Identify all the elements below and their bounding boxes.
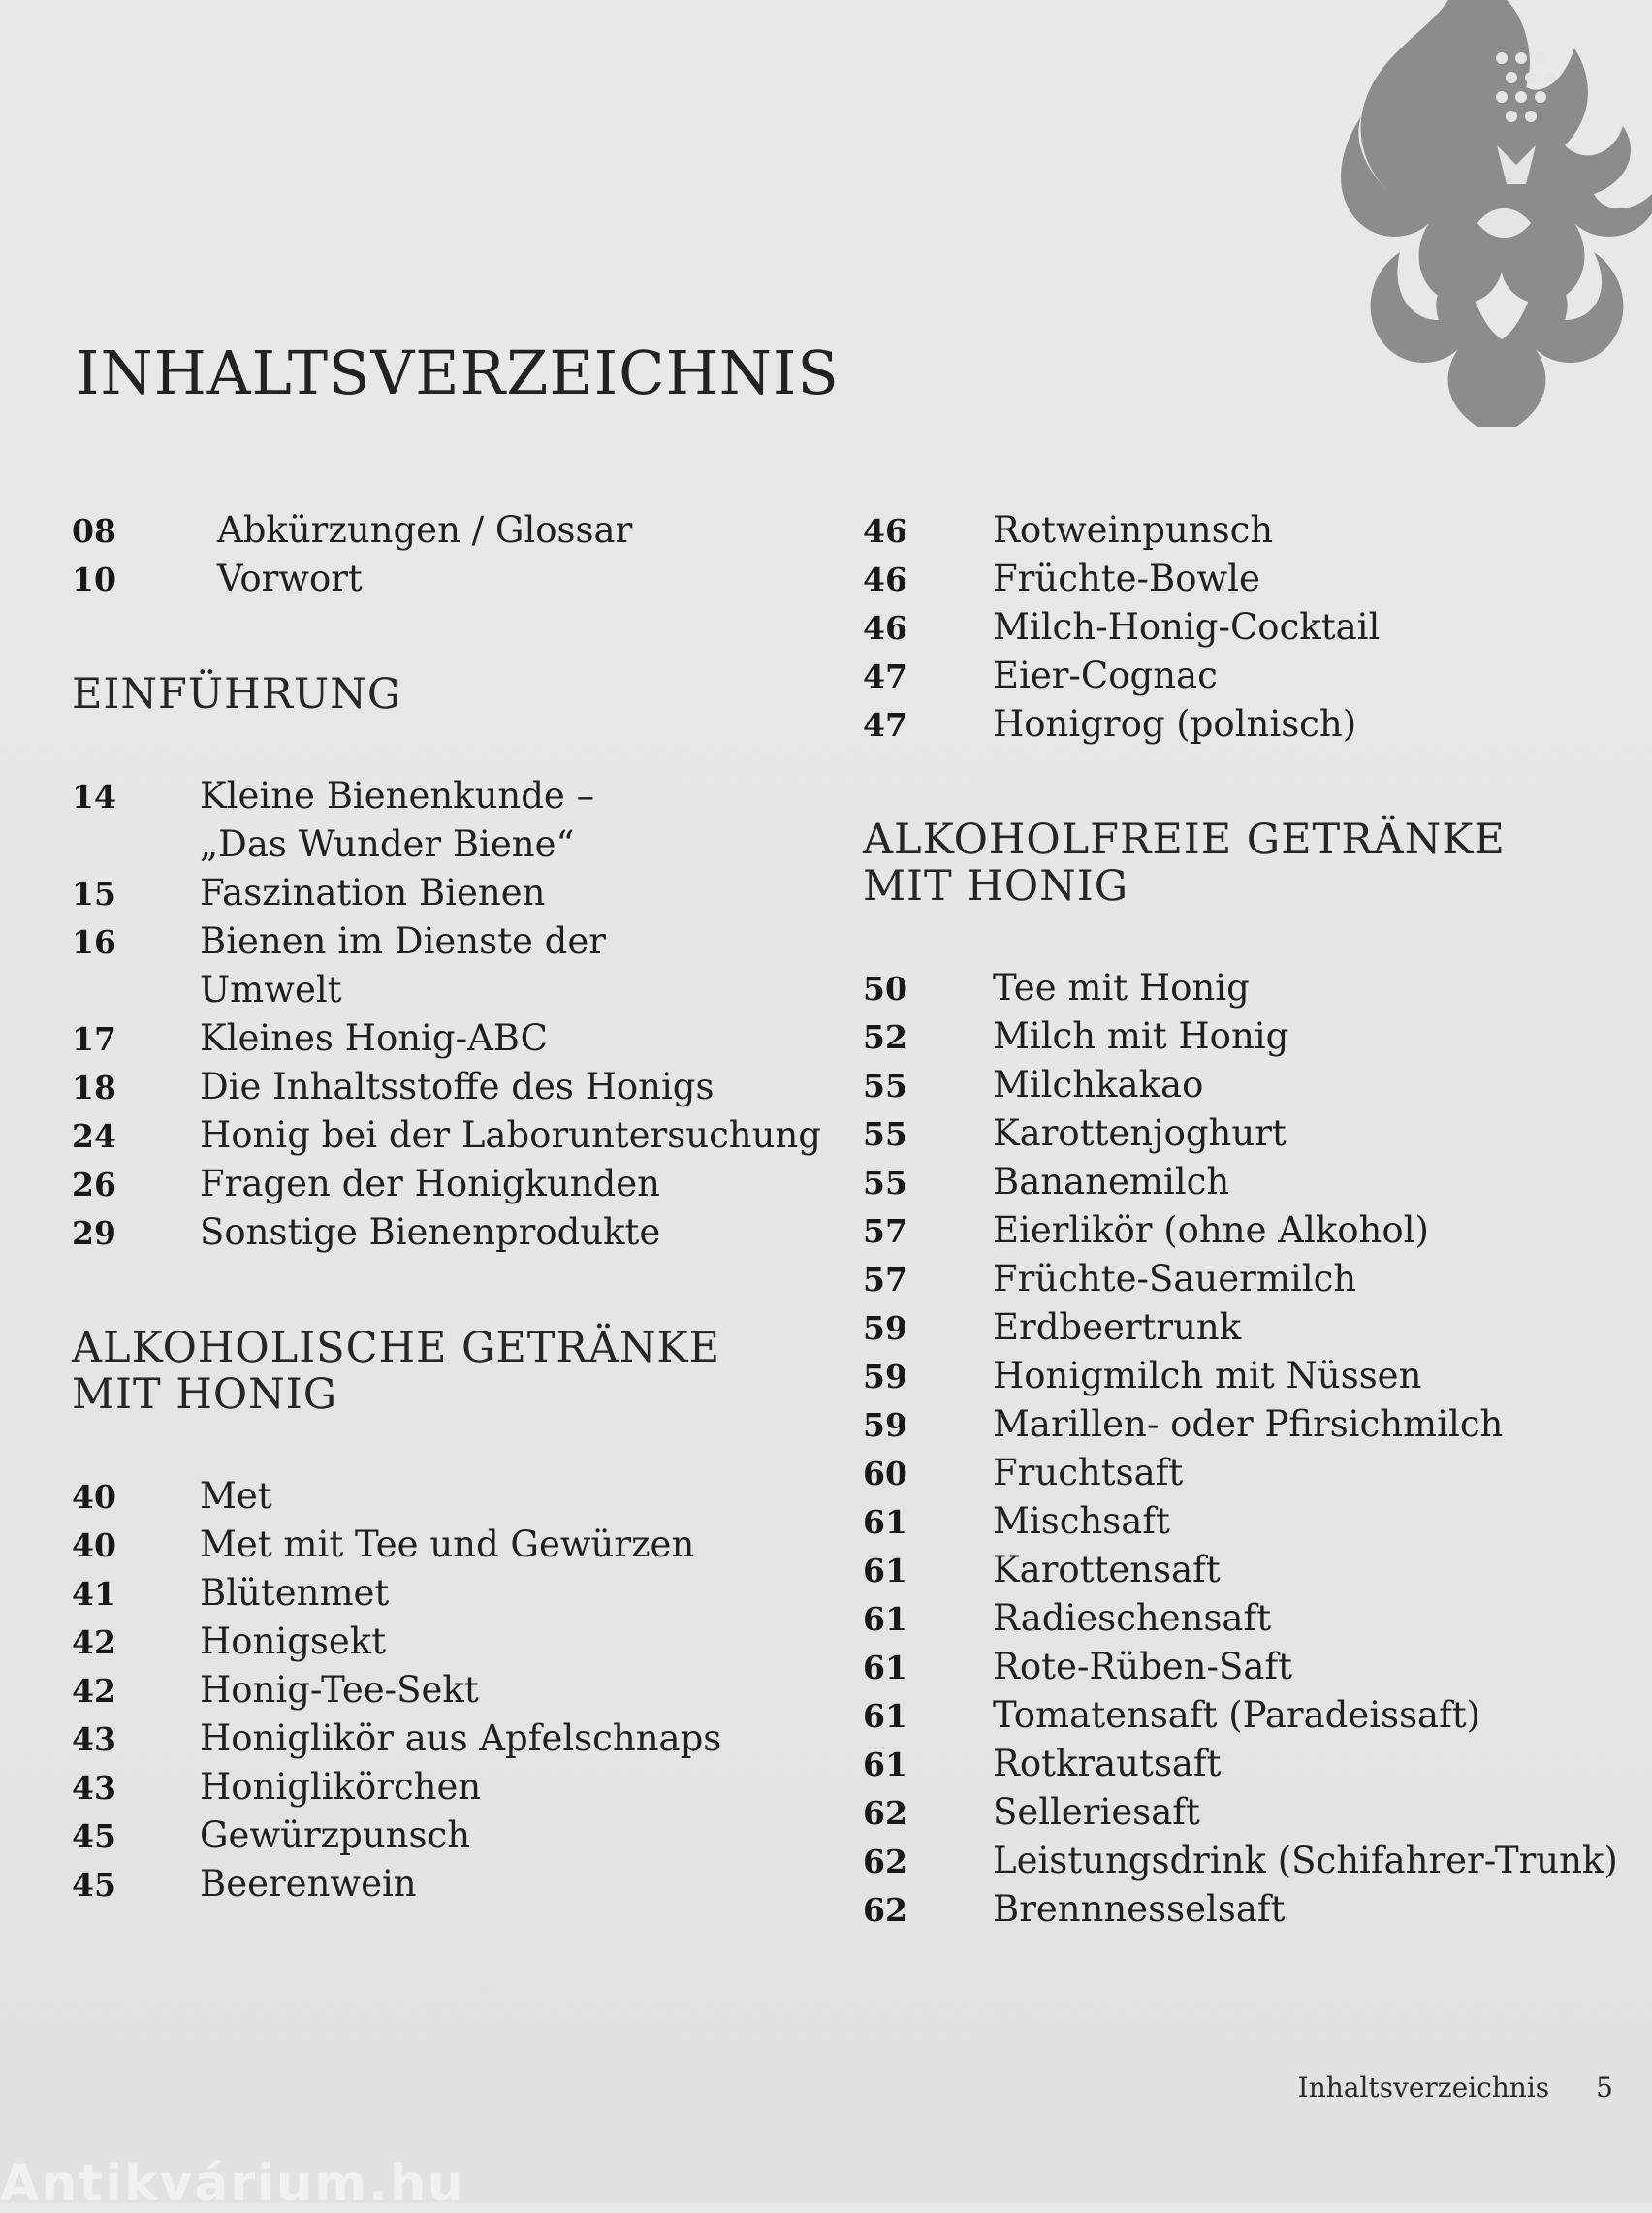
toc-entry-title: Bananemilch: [993, 1161, 1230, 1203]
toc-entry-title: Karottenjoghurt: [993, 1112, 1287, 1154]
toc-entry: [863, 1400, 1638, 1449]
toc-page-number: 14: [72, 778, 116, 816]
toc-entry: [863, 1352, 1638, 1400]
section-heading-line: ALKOHOLFREIE GETRÄNKE: [863, 816, 1506, 864]
toc-entry: [863, 652, 1638, 700]
toc-page-number: 43: [72, 1769, 116, 1807]
toc-entry-title: Kleines Honig-ABC: [200, 1017, 548, 1059]
toc-page-number: 55: [863, 1164, 907, 1202]
toc-page-number: 62: [863, 1843, 907, 1880]
toc-entry: [863, 1546, 1638, 1594]
section-heading-alkoholfrei: [863, 817, 1638, 910]
section-alkoholisch-list: [72, 1472, 809, 1908]
toc-entry-title: Früchte-Sauermilch: [993, 1258, 1357, 1299]
toc-entry: [863, 555, 1638, 603]
toc-entry: [72, 1715, 809, 1763]
toc-entry-title: Honigrog (polnisch): [993, 703, 1357, 745]
toc-entry-title: Met: [200, 1475, 272, 1517]
section-einfuehrung-list: [72, 772, 821, 1257]
toc-entry: [863, 700, 1638, 749]
toc-entry: [863, 1594, 1638, 1643]
toc-page-number: 15: [72, 875, 116, 913]
toc-entry-title: Umwelt: [200, 969, 342, 1010]
toc-entry-title: Brennnesselsaft: [993, 1888, 1286, 1930]
toc-entry: [863, 1497, 1638, 1546]
toc-entry-title: Marillen- oder Pfirsichmilch: [993, 1403, 1504, 1445]
toc-page-number: 08: [72, 512, 116, 550]
toc-page-number: 59: [863, 1358, 907, 1395]
toc-right-column: [863, 506, 1638, 1934]
toc-entry-title: „Das Wunder Biene“: [200, 823, 575, 865]
toc-entry: [72, 1111, 821, 1160]
toc-entry: [863, 1788, 1638, 1837]
toc-page-number: 55: [863, 1067, 907, 1105]
toc-page-number: 29: [72, 1214, 116, 1252]
toc-entry: [863, 1837, 1638, 1885]
toc-entry-title: Früchte-Bowle: [993, 558, 1260, 599]
toc-entry: [72, 772, 809, 820]
toc-entry: [863, 506, 1638, 555]
toc-entry-title: Fragen der Honigkunden: [200, 1163, 661, 1204]
toc-entry-title: Milch mit Honig: [993, 1015, 1289, 1057]
toc-entry: [863, 1449, 1638, 1497]
section-alkoholfrei-list: [863, 964, 1638, 1934]
toc-entry-title: Met mit Tee und Gewürzen: [200, 1523, 695, 1565]
toc-entry: [72, 1860, 809, 1908]
toc-entry-title: Eierlikör (ohne Alkohol): [993, 1209, 1429, 1251]
toc-entry-title: Tee mit Honig: [993, 967, 1250, 1009]
toc-page-number: 16: [72, 923, 116, 961]
page-footer: [1298, 2071, 1613, 2103]
toc-entry: [72, 869, 809, 917]
toc-entry: [863, 603, 1638, 652]
toc-entry-title: Bienen im Dienste der: [200, 920, 606, 962]
toc-entry: [72, 1063, 809, 1111]
toc-page-number: 40: [72, 1526, 116, 1564]
page-title: INHALTSVERZEICHNIS: [76, 337, 840, 408]
toc-page-number: 61: [863, 1552, 907, 1589]
toc-entry: [72, 1812, 809, 1860]
toc-entry: [863, 1885, 1638, 1934]
toc-entry: [863, 1109, 1638, 1158]
section-heading-line: MIT HONIG: [72, 1370, 338, 1419]
toc-page-number: 26: [72, 1166, 116, 1203]
toc-entry: [72, 1666, 809, 1715]
toc-entry: [863, 1206, 1638, 1255]
section-heading-einfuehrung: EINFÜHRUNG: [72, 670, 402, 719]
toc-entry-title: Selleriesaft: [993, 1791, 1200, 1833]
toc-page-number: 47: [863, 706, 907, 744]
toc-entry-title: Fruchtsaft: [993, 1452, 1184, 1493]
running-title: Inhaltsverzeichnis: [1297, 2071, 1550, 2103]
toc-entry-title: Honigmilch mit Nüssen: [993, 1355, 1422, 1396]
toc-entry-title: Tomatensaft (Paradeissaft): [993, 1694, 1481, 1736]
toc-entry-title: Eier-Cognac: [993, 655, 1218, 696]
toc-entry: [72, 506, 809, 555]
toc-page-number: 10: [72, 561, 116, 598]
toc-entry: [863, 1255, 1638, 1303]
toc-page-number: 59: [863, 1406, 907, 1444]
toc-entry-title: Gewürzpunsch: [200, 1814, 471, 1856]
damask-ornament: [1332, 0, 1652, 427]
toc-page-number: 62: [863, 1891, 907, 1929]
toc-page-number: 46: [863, 561, 907, 598]
toc-entry: [72, 1521, 809, 1569]
toc-page-number: 57: [863, 1261, 907, 1299]
toc-page-number: 18: [72, 1069, 116, 1106]
watermark: Antikvárium.hu: [0, 2155, 465, 2213]
toc-entry-title: Milchkakao: [993, 1064, 1204, 1106]
toc-entry-title: Die Inhaltsstoffe des Honigs: [200, 1066, 715, 1107]
section-heading-line: ALKOHOLISCHE GETRÄNKE: [72, 1324, 721, 1372]
toc-page-number: 59: [863, 1309, 907, 1347]
toc-page-number: 55: [863, 1115, 907, 1153]
toc-entry: [863, 1061, 1638, 1109]
toc-page-number: 42: [72, 1672, 116, 1710]
toc-page-number: 17: [72, 1020, 116, 1058]
toc-page-number: 42: [72, 1623, 116, 1661]
toc-entry-continuation: [72, 966, 809, 1014]
toc-entry: [72, 917, 809, 966]
toc-entry: [863, 1012, 1638, 1061]
toc-entry-title: Honiglikörchen: [200, 1766, 482, 1808]
toc-entry: [72, 555, 809, 603]
toc-entry-title: Sonstige Bienenprodukte: [200, 1211, 661, 1253]
toc-entry-title: Radieschensaft: [993, 1597, 1272, 1639]
toc-page-number: 52: [863, 1018, 907, 1056]
toc-entry: [72, 1569, 809, 1618]
toc-entry: [863, 1740, 1638, 1788]
toc-page-number: 40: [72, 1478, 116, 1516]
toc-entry: [863, 1691, 1638, 1740]
toc-entry-title: Rote-Rüben-Saft: [993, 1646, 1292, 1687]
toc-page-number: 41: [72, 1575, 116, 1613]
toc-entry-title: Milch-Honig-Cocktail: [993, 606, 1381, 648]
section-heading-line: MIT HONIG: [863, 862, 1129, 911]
toc-entry: [72, 1014, 809, 1063]
toc-entry-title: Beerenwein: [200, 1863, 417, 1905]
toc-entry: [863, 964, 1638, 1012]
toc-entry-title: Rotweinpunsch: [993, 509, 1274, 551]
toc-entry-title: Abkürzungen / Glossar: [217, 509, 633, 551]
toc-entry: [72, 1160, 809, 1208]
toc-page-number: 61: [863, 1697, 907, 1735]
toc-page-number: 61: [863, 1600, 907, 1638]
toc-entry-title: Erdbeertrunk: [993, 1306, 1242, 1348]
toc-page-number: 61: [863, 1746, 907, 1783]
toc-entry-title: Rotkrautsaft: [993, 1743, 1222, 1784]
toc-page-number: 45: [72, 1817, 116, 1855]
toc-left-column: [72, 506, 821, 1908]
toc-page-number: 46: [863, 512, 907, 550]
toc-page-number: 61: [863, 1503, 907, 1541]
toc-page-number: 50: [863, 970, 907, 1008]
toc-entry-title: Vorwort: [217, 558, 363, 599]
toc-page-number: 47: [863, 657, 907, 695]
toc-entry: [72, 1208, 809, 1257]
toc-page-number: 24: [72, 1117, 116, 1155]
section-alkoholisch-continued-list: [863, 506, 1638, 749]
toc-entry-continuation: [72, 820, 809, 869]
toc-page-number: 60: [863, 1455, 907, 1492]
toc-entry-title: Honig bei der Laboruntersuchung: [200, 1114, 821, 1156]
toc-page-number: 62: [863, 1794, 907, 1832]
toc-entry-title: Kleine Bienenkunde –: [200, 775, 595, 817]
toc-page-number: 46: [863, 609, 907, 647]
toc-entry: [72, 1618, 809, 1666]
toc-entry-title: Karottensaft: [993, 1549, 1221, 1590]
toc-page-number: 57: [863, 1212, 907, 1250]
toc-entry-title: Mischsaft: [993, 1500, 1170, 1542]
toc-page-number: 61: [863, 1649, 907, 1686]
toc-entry-title: Honigsekt: [200, 1620, 387, 1662]
toc-entry: [863, 1643, 1638, 1691]
section-heading-alkoholisch: [72, 1325, 809, 1418]
toc-page-number: 45: [72, 1866, 116, 1904]
toc-page-number: 43: [72, 1720, 116, 1758]
toc-entry-title: Honiglikör aus Apfelschnaps: [200, 1717, 722, 1759]
toc-entry-title: Honig-Tee-Sekt: [200, 1669, 479, 1711]
toc-entry-title: Blütenmet: [200, 1572, 390, 1614]
page-number: 5: [1596, 2071, 1613, 2103]
toc-entry-title: Leistungsdrink (Schifahrer-Trunk): [993, 1840, 1618, 1881]
toc-entry: [863, 1303, 1638, 1352]
toc-entry-title: Faszination Bienen: [200, 872, 546, 914]
toc-entry: [72, 1763, 809, 1812]
toc-entry: [72, 1472, 809, 1521]
toc-entry: [863, 1158, 1638, 1206]
